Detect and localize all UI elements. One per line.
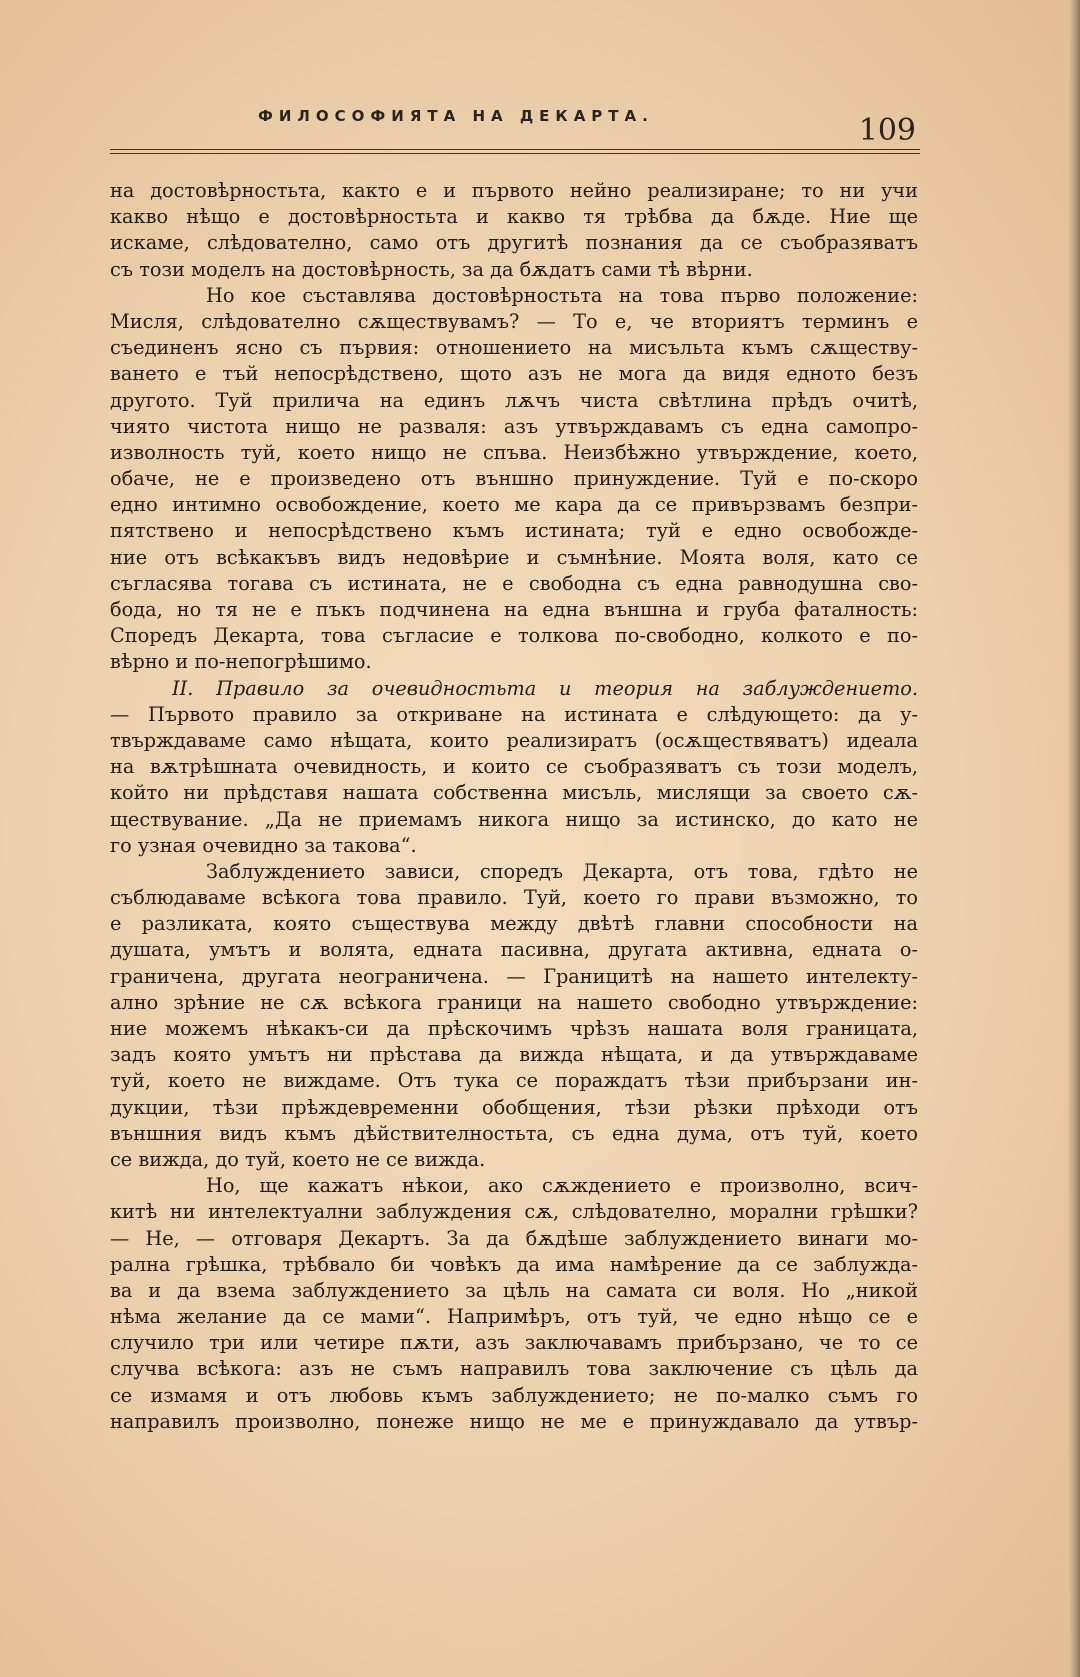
text-line: ние отъ всѣкакъвъ видъ недовѣрие и съмнѣние. Моята воля, като се [110,545,918,569]
page-header [110,105,920,165]
text-line: чиято чистота нищо не разваля: азъ утвърждавамъ съ една самопро- [110,414,918,438]
text-line: пятствено и непосрѣдствено къмъ истината; туй е едно освобожде- [110,519,918,543]
running-title: ФИЛОСОФИЯТА НА ДЕКАРТА. [258,107,654,125]
text-line: нѣма желание да се мами“. Напримѣръ, отъ туй, че едно нѣщо се е [110,1305,918,1329]
text-line: душата, умътъ и волята, едната пасивна, другата активна, едната о- [110,938,918,962]
text-line: ването е тъй непосрѣдствено, щото азъ не мога да видя едното безъ [110,362,918,386]
page-number: 109 [858,113,916,148]
text-line: твърждаваме само нѣщата, които реализиратъ (осѫществяватъ) идеала [110,728,918,752]
text-line: граничена, другата неограничена. — Границитѣ на нашето интелекту- [110,964,918,988]
text-line: китѣ ни интелектуални заблуждения сѫ, слѣдователно, морални грѣшки? [110,1200,918,1224]
text-line: Споредъ Декарта, това съгласие е толкова по-свободно, колкото е по- [110,624,918,648]
text-line: обаче, не е произведено отъ външно принуждение. Туй е по-скоро [110,467,918,491]
body-text [110,178,918,1435]
text-line: Заблуждението зависи, споредъ Декарта, отъ това, гдѣто не [206,859,918,883]
text-line: се измамя и отъ любовь къмъ заблуждението; не по-малко съмъ го [110,1383,918,1407]
text-line: Но кое съставлява достовѣрностьта на това първо положение: [206,283,918,307]
text-line: туй, което не виждаме. Отъ тука се пораждатъ тѣзи прибързани ин- [110,1069,918,1093]
text-line: съ този моделъ на достовѣрность, за да бѫдатъ сами тѣ вѣрни. [110,257,753,281]
text-line: ществувание. „Да не приемамъ никога нищо за истинско, до като не [110,807,918,831]
text-line: едно интимно освобождение, което ме кара да се привързвамъ безпри- [110,493,918,517]
text-line: — Не, — отговаря Декартъ. За да бѫдѣше заблуждението винаги мо- [110,1226,918,1250]
text-line: съединенъ ясно съ първия: отношението на мисъльта къмъ сѫществу- [110,336,918,360]
text-line: външния видъ къмъ дѣйствителностьта, съ една дума, отъ туй, което [110,1121,918,1145]
text-line: на вѫтрѣшната очевидность, и които се съобразяватъ съ този моделъ, [110,755,918,779]
header-rule [110,149,920,154]
text-line: изволность туй, което нищо не спъва. Неизбѣжно утвърждение, което, [110,440,918,464]
text-line: Мисля, слѣдователно сѫществувамъ? — То е, че вториятъ терминъ е [110,309,918,333]
text-line: съгласява тогава съ истината, не е свободна съ една равнодушна сво- [110,571,918,595]
text-line: какво нѣщо е достовѣрностьта и какво тя трѣбва да бѫде. Ние ще [110,205,918,229]
text-line: ние можемъ нѣкакъ-си да прѣскочимъ чрѣзъ нашата воля границата, [110,1017,918,1040]
text-line: направилъ произволно, понеже нищо не ме е принуждавало да утвър- [110,1409,918,1433]
text-line: се вижда, до туй, което не се вижда. [110,1147,486,1171]
page-edge-shadow [1068,0,1080,1677]
text-line: бода, но тя не е пъкъ подчинена на една външна и груба фаталность: [110,598,918,621]
text-line: вѣрно и по-непогрѣшимо. [110,650,372,674]
text-line: ално зрѣние не сѫ всѣкога граници на нашето свободно утвърждение: [110,990,918,1014]
text-line: който ни прѣдставя нашата собственна мисъль, мислящи за своето сѫ- [110,781,918,805]
text-line: е разликата, която съществува между двѣтѣ главни способности на [110,912,918,936]
text-line: съблюдаваме всѣкога това правило. Туй, което го прави възможно, то [110,886,918,910]
text-line: дукции, тѣзи прѣждевременни обобщения, тѣзи рѣзки прѣходи отъ [110,1095,918,1119]
text-line: случва всѣкога: азъ не съмъ направилъ това заключение съ цѣль да [110,1357,918,1381]
text-line: — Първото правило за откриване на истината е слѣдующето: да у- [110,702,918,726]
text-line: случило три или четире пѫти, азъ заключавамъ прибързано, че то се [110,1331,918,1355]
text-line: го узная очевидно за такова“. [110,833,417,857]
text-line: другото. Туй прилича на единъ лѫчъ чиста свѣтлина прѣдъ очитѣ, [110,388,918,412]
text-line: задъ която умътъ ни прѣстава да вижда нѣщата, и да утвърждаваме [110,1043,918,1067]
text-line: рална грѣшка, трѣбвало би човѣкъ да има намѣрение да се заблужда- [110,1252,918,1276]
text-line: Но, ще кажатъ нѣкои, ако сѫждението е произволно, всич- [206,1174,918,1198]
section-heading: II. Правило за очевидностьта и теория на заблуждението. [172,676,918,700]
text-line: искаме, слѣдователно, само отъ другитѣ познания да се съобразяватъ [110,231,918,255]
text-line: на достовѣрностьта, както е и първото нейно реализиране; то ни учи [110,179,918,202]
text-line: ва и да взема заблуждението за цѣль на самата си воля. Но „никой [110,1278,918,1302]
